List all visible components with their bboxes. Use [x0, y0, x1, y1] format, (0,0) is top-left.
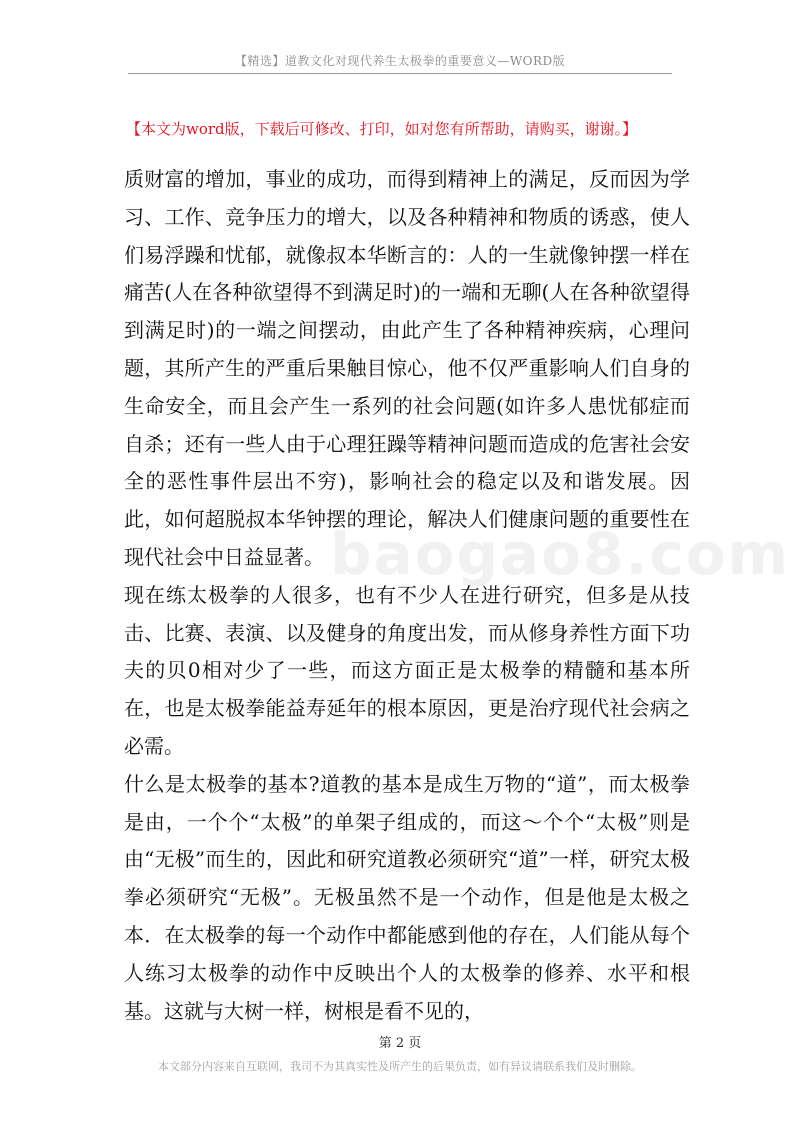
- header-divider: [128, 73, 672, 74]
- purchase-notice: 【本文为word版，下载后可修改、打印，如对您有所帮助，请购买，谢谢。】: [126, 120, 638, 138]
- paragraph-2: 现在练太极拳的人很多，也有不少人在进行研究，但多是从技击、比赛、表演、以及健身的角度出发，而从修身养性方面下功夫的贝0相对少了一些，而这方面正是太极拳的精髓和基本所在，也是太极拳能益寿延年的根本原因，更是治疗现代社会病之必需。: [124, 582, 690, 758]
- page-number: 第 2 页: [378, 1036, 422, 1051]
- document-header: 【精选】道教文化对现代养生太极拳的重要意义—WORD版: [234, 54, 566, 68]
- watermark: baogao8.com: [330, 520, 791, 588]
- paragraph-1: 质财富的增加，事业的成功，而得到精神上的满足，反而因为学习、工作、竞争压力的增大，以及各种精神和物质的诱惑，使人们易浮躁和忧郁，就像叔本华断言的：人的一生就像钟摆一样在痛苦(人在各种欲望得不到满足时)的一端和无聊(人在各种欲望得到满足时)的一端之间摆动，由此产生了各种精神疾病，心理问题，其所产生的严重后果触目惊心，他不仅严重影响人们自身的生命安全，而且会产生一系列的社会问题(如许多人患忧郁症而自杀；还有一些人由于心理狂躁等精神问题而造成的危害社会安全的恶性事件层出不穷)，影响社会的稳定以及和谐发展。因此，如何超脱叔本华钟摆的理论，解决人们健康问题的重要性在现代社会中日益显著。: [124, 167, 690, 569]
- paragraph-3: 什么是太极拳的基本?道教的基本是成生万物的“道”，而太极拳是由，一个个“太极”的单架子组成的，而这～个个“太极”则是由“无极”而生的，因此和研究道教必须研究“道”一样，研究太极拳必须研究“无极”。无极虽然不是一个动作，但是他是太极之本．在太极拳的每一个动作中都能感到他的存在，人们能从每个人练习太极拳的动作中反映出个人的太极拳的修养、水平和根基。这就与大树一样，树根是看不见的，: [124, 771, 690, 1023]
- document-body: [124, 161, 690, 1030]
- document-footer: 本文部分内容来自互联网，我司不为其真实性及所产生的后果负责，如有异议请联系我们及时删除。: [158, 1060, 642, 1073]
